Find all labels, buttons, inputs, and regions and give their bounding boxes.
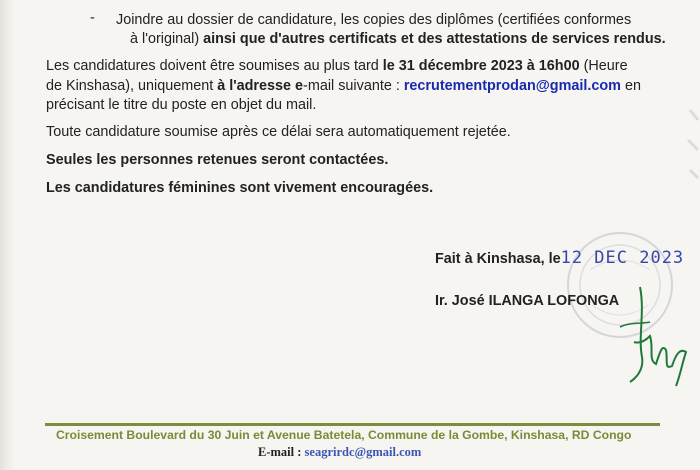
- signoff-place: Fait à Kinshasa, le: [435, 251, 561, 267]
- footer-email-label: E-mail :: [258, 445, 305, 459]
- female-encouragement: Les candidatures féminines sont vivement encouragées.: [46, 180, 434, 196]
- submission-text: Les candidatures doivent être soumises au plus tard: [46, 58, 383, 74]
- bullet-dash: -: [90, 10, 95, 26]
- bullet-line-2-rest: ainsi que d'autres certificats et des attestations de services rendus.: [199, 31, 666, 47]
- bullet-line-2-bold: à l'original): [130, 31, 200, 47]
- footer-address: Croisement Boulevard du 30 Juin et Avenue Batetela, Commune de la Gombe, Kinshasa, RD Congo: [56, 428, 632, 442]
- footer-email-line: [258, 445, 421, 460]
- submission-line-2: [46, 76, 641, 96]
- handwritten-signature-icon: [600, 282, 695, 392]
- date-stamp: 12 DEC 2023: [560, 248, 685, 268]
- watermark-stamp-icon: [670, 100, 700, 220]
- retained-notice: Seules les personnes retenues seront contactées.: [46, 152, 389, 168]
- footer-email-link[interactable]: seagrirdc@gmail.com: [304, 445, 422, 459]
- deadline-text: le 31 décembre 2023 à 16h00: [382, 58, 580, 74]
- submission-text: (Heure: [579, 58, 628, 74]
- submission-line-1: [46, 56, 628, 76]
- address-bold-text: à l'adresse e: [217, 78, 304, 94]
- submission-text: de Kinshasa), uniquement: [46, 78, 218, 94]
- scan-edge-shadow: [0, 0, 14, 470]
- footer-divider: [45, 423, 660, 426]
- bullet-line-1: Joindre au dossier de candidature, les copies des diplômes (certifiées conformes: [116, 12, 632, 28]
- signoff-place-date: [435, 248, 684, 268]
- bullet-line-2: [130, 29, 666, 49]
- submission-text: en: [620, 78, 641, 94]
- rejection-notice: Toute candidature soumise après ce délai sera automatiquement rejetée.: [46, 124, 511, 140]
- signatory-name: Ir. José ILANGA LOFONGA: [435, 293, 620, 309]
- application-email-link[interactable]: recrutementprodan@gmail.com: [403, 78, 621, 94]
- submission-line-3: précisant le titre du poste en objet du mail.: [46, 97, 317, 113]
- submission-text: -mail suivante :: [303, 78, 404, 94]
